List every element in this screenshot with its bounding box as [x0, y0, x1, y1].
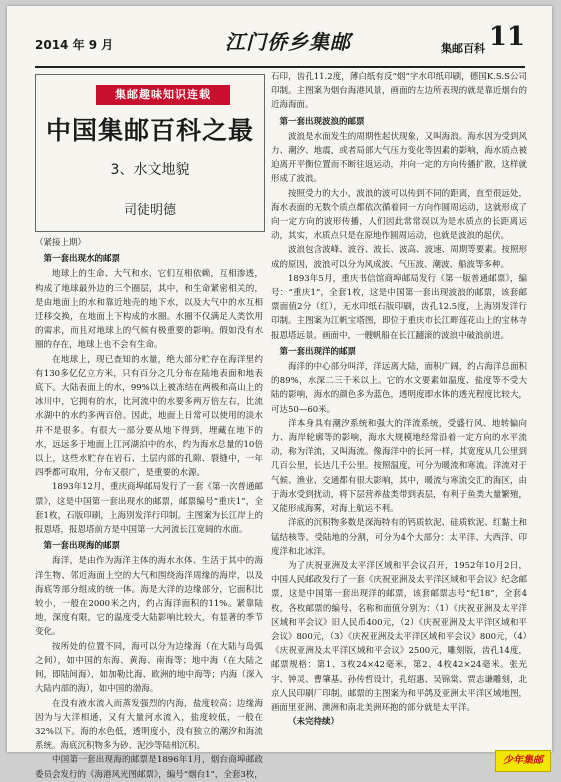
right-text-column: [271, 70, 527, 740]
left-text-column: [35, 236, 263, 780]
paragraph: 按所处的位置不同，海可以分为边缘海（在大陆与岛弧之间），如中国的东海、黄海、南海等；地中海（在大陆之间，即陆间海），如加勒比海、欧洲的地中海等；内海（深入大陆内部的海），如中国的渤海。: [35, 641, 263, 695]
paragraph: 1893年5月，重庆书信馆商埠邮局发行《第一版普通邮票》，编号：“重庆1”，全套1枚，这是中国第一套出现波浪的邮票，该套邮票面值2分（红），无水印纸石版印刷，齿孔12.5度，上海別发洋行印制。主图案为江帆宝塔图，即位于重庆市长江畔莲花山上的宝林寺报恩塔远景。画面中，一艘帆船在长江翻滚的波浪中破浪前进。: [271, 273, 527, 341]
paragraph: 在没有液水流入而蒸发强烈的内海，盐度较高；边缘海因为与大洋相通，又有大量河水流入，盐度较低，一般在32%以下。海的水色低，透明度小，没有独立的潮汐和海流系统。海底沉积物多为砂、泥沙等陆相沉积。: [35, 698, 263, 752]
series-banner: 集邮趣味知识连载: [96, 85, 230, 105]
paragraph: 海洋的中心部分叫洋，洋远离大陆，面积广阔，约占海洋总面积的89%，水深二三千米以上。它的水文要素如温度、盐度等不受大陆的影响，海水的颜色多为蓝色，透明度即水体的透光程度比较大，可达50—60米。: [271, 362, 527, 415]
paragraph: 地球上的生命、大气和水，它们互相依赖，互相渗透，构成了地球最外边的三个圈层，其中，和生命紧密相关的，是由地面上的水和靠近地壳的地下水，以及大气中的水互相迁移交换，在地面上下构成的水圈。水圈不仅满足人类饮用的需求，而且对地球上的气候有极重要的影响。假如没有水圈的存在，地球上也不会有生命。: [35, 269, 263, 351]
watermark-logo: 少年集邮: [495, 750, 551, 772]
paragraph: 1893年12月，重庆商埠邮局发行了一套《第一次普通邮票》，这是中国第一套出现水的邮票，邮票编号“重庆1”，全套1枚，石版印刷，上海別发洋行印制。主图案为长江岸上的报恩塔，报恩塔前方是中国第一大河流长江宽阔的水面。: [35, 482, 263, 536]
article-subtitle: 3、水文地貌: [110, 162, 190, 178]
section-heading-waves: 第一套出现波浪的邮票: [279, 116, 365, 127]
section-heading-sea: 第一套出现海的邮票: [43, 541, 121, 552]
paragraph: 洋底的沉积物多数是深海特有的钙质软泥、硅质软泥、红黏土和锰结核等。受陆地的分割，可分为4个大部分：太平洋、大西洋、印度洋和北冰洋。: [271, 518, 527, 557]
continued-note: （紧接上期）: [35, 238, 87, 248]
paragraph: 中国第一套出现海的邮票是1896年1月，烟台商埠邮政委员会发行的《海港风光图邮票》，编号“烟台1”，全套3枚，: [35, 755, 263, 780]
article-title-box: [35, 74, 265, 232]
paragraph: 为了庆祝亚洲及太平洋区域和平会议召开，1952年10月2日，中国人民邮政发行了一套《庆祝亚洲及太平洋区域和平会议》纪念邮票，这是中国第一套出现洋的邮票，该套邮票志号“纪18”，全套4枚，各枚邮票的编号、名称和面值分别为：（1）《庆祝亚洲及太平洋区域和平会议》旧人民币400元，（2）《庆祝亚洲及太平洋区域和平会议》800元，（3）《庆祝亚洲及太平洋区域和平会议》800元，（4）《庆祝亚洲及太平洋区域和平会议》2500元，雕刻版，齿孔14度，邮票规格：第1、3枚24×42毫米，第2、4枚42×24毫米。张光宇、钟灵、曹肇基、孙传哲设计，孔绍惠、吴锦棠、贾志谦雕刻，北京人民印刷厂印制。邮票的主图案为和平鸽及亚洲太平洋区域地图，画面里亚洲、澳洲和南北美洲环抱的部分就是太平洋。: [271, 560, 527, 713]
section-heading-ocean: 第一套出现洋的邮票: [279, 346, 357, 357]
paragraph: 石印，齿孔11.2度，薄白纸有反“烟”字水印纸印刷，德国K.S.S公司印制。主图案为烟台海港风景，画面的左边所表现的就是靠近烟台的近海海面。: [271, 72, 527, 111]
paragraph: 在地球上，现已查知的水量，绝大部分贮存在海洋里约有130多亿亿立方米，只有百分之几分布在陆地表面和地表底下。大陆表面上的水，99%以上被冻结在两极和高山上的冰川中，它拥有的水，比河流中的水要多两万倍左右，比流水湖中的水约多两百倍。因此，地面上日常可以使用的淡水并不是很多。有很大一部分要从地下得到，埋藏在地下的水，远远多于地面上江河湖泊中的水，约为海水总量的10倍以上，这些水贮存在岩石、土层内部的孔隙、裂缝中，一年四季都可取用，分布又很广，是重要的水源。: [35, 354, 263, 479]
to-be-continued-note: （未完待续）: [288, 717, 340, 728]
section-heading-water: 第一套出现水的邮票: [43, 254, 121, 265]
masthead-logo: 江门侨乡集邮: [225, 30, 351, 54]
issue-date: 2014 年 9 月: [35, 38, 114, 52]
paragraph: 洋本身具有潮汐系统和强大的洋流系统，受盛行风、地转偏向力、海岸轮廓等的影响，海水大规模地经常沿着一定方向的水平流动，称为洋流，又叫海流。像海洋中的长河一样，其宽度从几公里到几百公里，长达几千公里。按照温度，可分为暖流和寒流。洋流对于气候、渔业、交通都有很大影响，其中，暖流与寒流交汇的海区，由于海水受到扰动，将下层营养盐类带到表层，有利于鱼类大量繁殖，又能形成海雾，对海上航运不利。: [271, 418, 527, 515]
paragraph: 波浪包含波峰、波谷、波长、波高、波速、周期等要素。按照形成的原因，波浪可以分为风成波、气压波、潮波、船波等多种。: [271, 245, 527, 270]
article-title: 中国集邮百科之最: [45, 116, 254, 145]
page-number: 11: [488, 22, 525, 52]
column-name: 集邮百科: [441, 42, 485, 55]
paragraph: 海洋，是由作为海洋主体的海水水体、生活于其中的海洋生物、邻近海面上空的大气和围绕海洋周缘的海岸，以及海底等部分组成的统一体。海是大洋的边缘部分，它面积比较小，一般在2000米之内，约占海洋面积的11%。紧靠陆地，深度有限，它的温度受大陆影响比较大，有显著的季节变化。: [35, 556, 263, 638]
page-header: [35, 22, 525, 68]
article-author: 司徒明德: [123, 203, 176, 218]
paragraph: 按照受力的大小，波浪的波可以传到不同的距离，直至很远处，海水表面的无数个质点都依次循着同一方向作圆周运动，这就形成了向一定方向的波形传播，人们因此常常误以为是水质点的长距离运动，其实，水质点只是在原地作圆周运动，也就是波浪的起伏。: [271, 188, 527, 242]
paragraph: 波浪是水面发生的周期性起伏现象，又叫海浪。海水因为受到风力、潮汐、地震，或者局部大气压力变化等因素的影响，海水质点被迫离开平衡位置而不断往返运动，并向一定的方向传播扩散，这样就形成了波浪。: [271, 131, 527, 185]
